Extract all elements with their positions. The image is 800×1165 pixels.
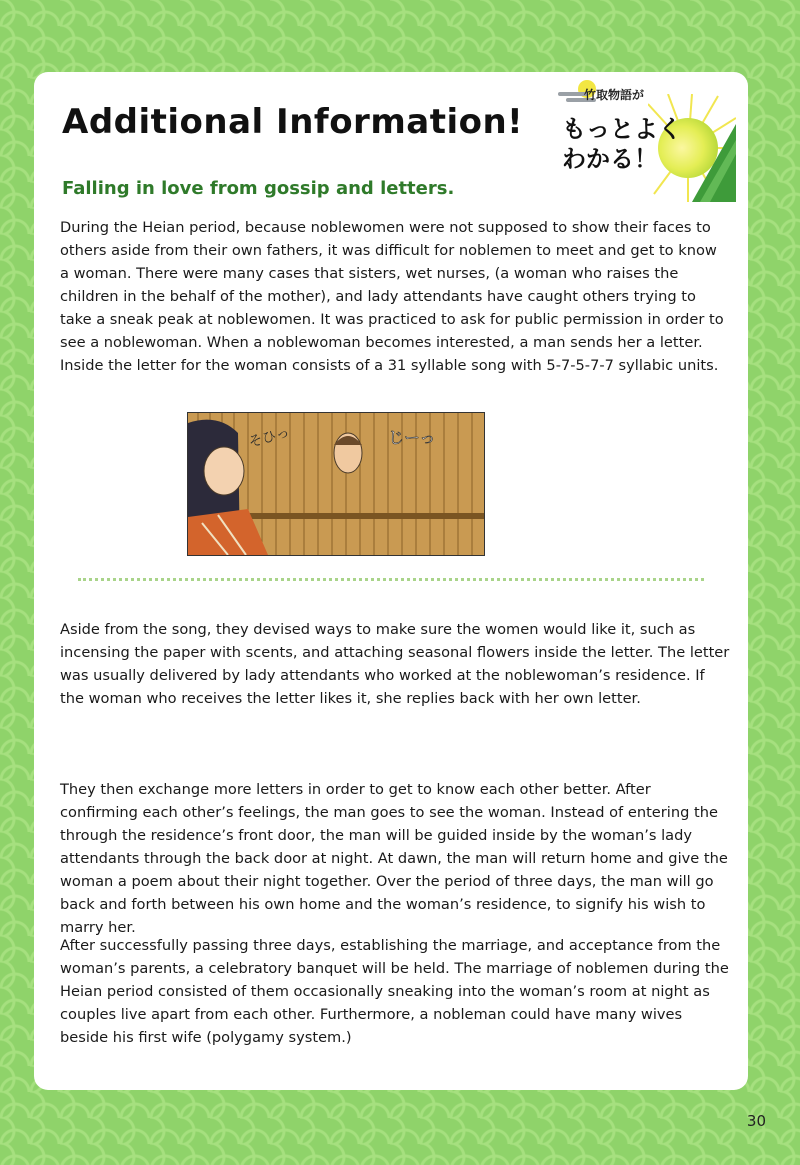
paragraph-4: After successfully passing three days, establishing the marriage, and acceptance from the woman’s parents, a celebratory banquet will be held. The marriage of noblemen during the Heian period consisted of them occasionally sneaking into the woman’s room at night as couples live apart from each other. Furthermore, a nobleman could have many wives beside his first wife (polygamy system.): [60, 937, 729, 1046]
paragraph-2: Aside from the song, they devised ways to make sure the women would like it, such as incensing the paper with scents, and attaching seasonal flowers inside the letter. The letter was usually delivered by lady attendants who worked at the noblewoman’s residence. If the woman who receives the letter likes it, she replies back with her own letter.: [60, 621, 730, 707]
dotted-divider: [78, 578, 704, 581]
manga-illustration: [187, 412, 485, 556]
badge-big-text: もっとよくわかる！: [562, 115, 682, 173]
illustration-drawing: [188, 413, 484, 555]
info-badge: [556, 72, 736, 202]
sfx-left-text: そひっ: [246, 424, 292, 451]
page-number: 30: [746, 1112, 766, 1130]
paragraph-3: They then exchange more letters in order to get to know each other better. After confirming each other’s feelings, the man goes to see the woman. Instead of entering the through the residence’s front door, the man will be guided inside by the woman’s lady attendants through the back door at night. At dawn, the man will return home and give the woman a poem about their night together. Over the period of three days, the man will go back and forth between his own home and the woman’s residence, to signify his wish to marry her.: [60, 781, 728, 936]
badge-small-text: 竹取物語が: [584, 88, 645, 102]
paragraph-1: During the Heian period, because noblewomen were not supposed to show their faces to others aside from their own fathers, it was difficult for noblemen to meet and get to know a woman. There were many cases that sisters, wet nurses, (a woman who raises the children in the behalf of the mother), and lady attendants have caught others trying to take a sneak peak at noblewomen. It was practiced to ask for public permission in order to see a noblewoman. When a noblewoman becomes interested, a man sends her a letter. Inside the letter for the woman consists of a 31 syllable song with 5-7-5-7-7 syllabic units.: [60, 219, 724, 374]
page-title: Additional Information!: [62, 102, 524, 142]
section-heading: Falling in love from gossip and letters.: [62, 178, 455, 199]
content-panel: [34, 72, 748, 1090]
sfx-right-text: じーっ: [388, 428, 436, 447]
